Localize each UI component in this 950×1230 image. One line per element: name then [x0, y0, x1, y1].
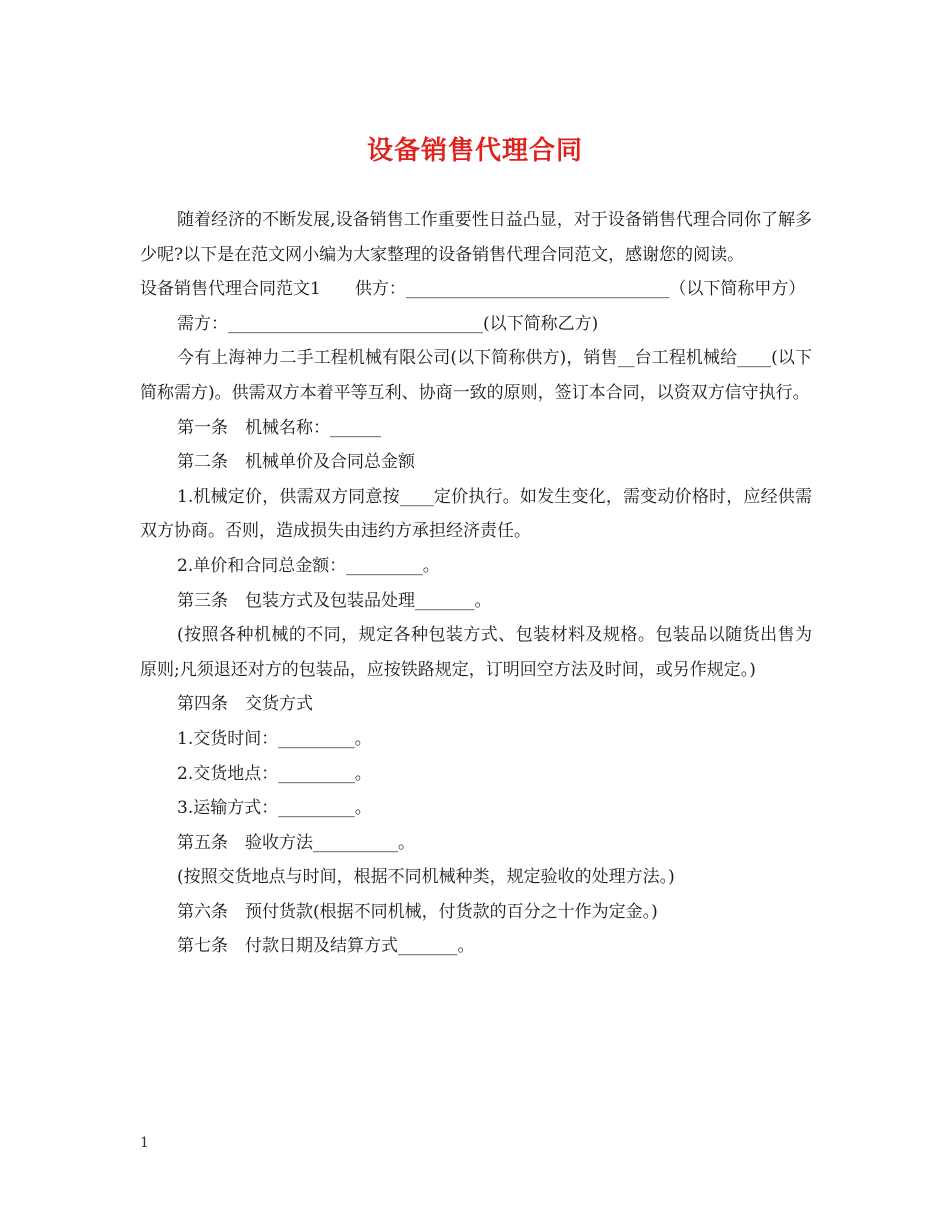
paragraph: 需方：______________________________(以下简称乙方) — [177, 313, 599, 334]
page-number: 1 — [140, 1135, 149, 1151]
paragraph: 2.交货地点：_________。 — [177, 763, 372, 784]
paragraph: 3.运输方式：_________。 — [177, 798, 372, 819]
paragraph: 第六条 预付货款(根据不同机械，付货款的百分之十作为定金。) — [177, 901, 658, 922]
document-title: 设备销售代理合同 — [366, 136, 583, 166]
document-body — [140, 203, 812, 964]
paragraph: (按照交货地点与时间，根据不同机械种类，规定验收的处理方法。) — [177, 867, 675, 888]
paragraph: 今有上海神力二手工程机械有限公司(以下简称供方)，销售__台工程机械给____(以下简称需方)。供需双方本着平等互利、协商一致的原则，签订本合同，以资双方信守执行。 — [140, 348, 812, 403]
paragraph: 第一条 机械名称：______ — [177, 417, 381, 438]
paragraph: 第四条 交货方式 — [177, 694, 313, 715]
paragraph: 第七条 付款日期及结算方式_______。 — [177, 936, 475, 957]
paragraph: 设备销售代理合同范文1 供方：_______________________________（以下简称甲方） — [140, 279, 806, 300]
paragraph: (按照各种机械的不同，规定各种包装方式、包装材料及规格。包装品以随货出售为原则;凡须退还对方的包装品，应按铁路规定，订明回空方法及时间，或另作规定。) — [140, 625, 812, 680]
paragraph: 第三条 包装方式及包装品处理_______。 — [177, 590, 492, 611]
paragraph: 第二条 机械单价及合同总金额 — [177, 452, 415, 473]
paragraph: 2.单价和合同总金额：_________。 — [177, 555, 440, 576]
paragraph: 随着经济的不断发展,设备销售工作重要性日益凸显，对于设备销售代理合同你了解多少呢?以下是在范文网小编为大家整理的设备销售代理合同范文，感谢您的阅读。 — [140, 210, 812, 265]
paragraph: 第五条 验收方法__________。 — [177, 832, 415, 853]
paragraph: 1.交货时间：_________。 — [177, 728, 372, 749]
paragraph: 1.机械定价，供需双方同意按____定价执行。如发生变化，需变动价格时，应经供需双方协商。否则，造成损失由违约方承担经济责任。 — [140, 486, 812, 542]
